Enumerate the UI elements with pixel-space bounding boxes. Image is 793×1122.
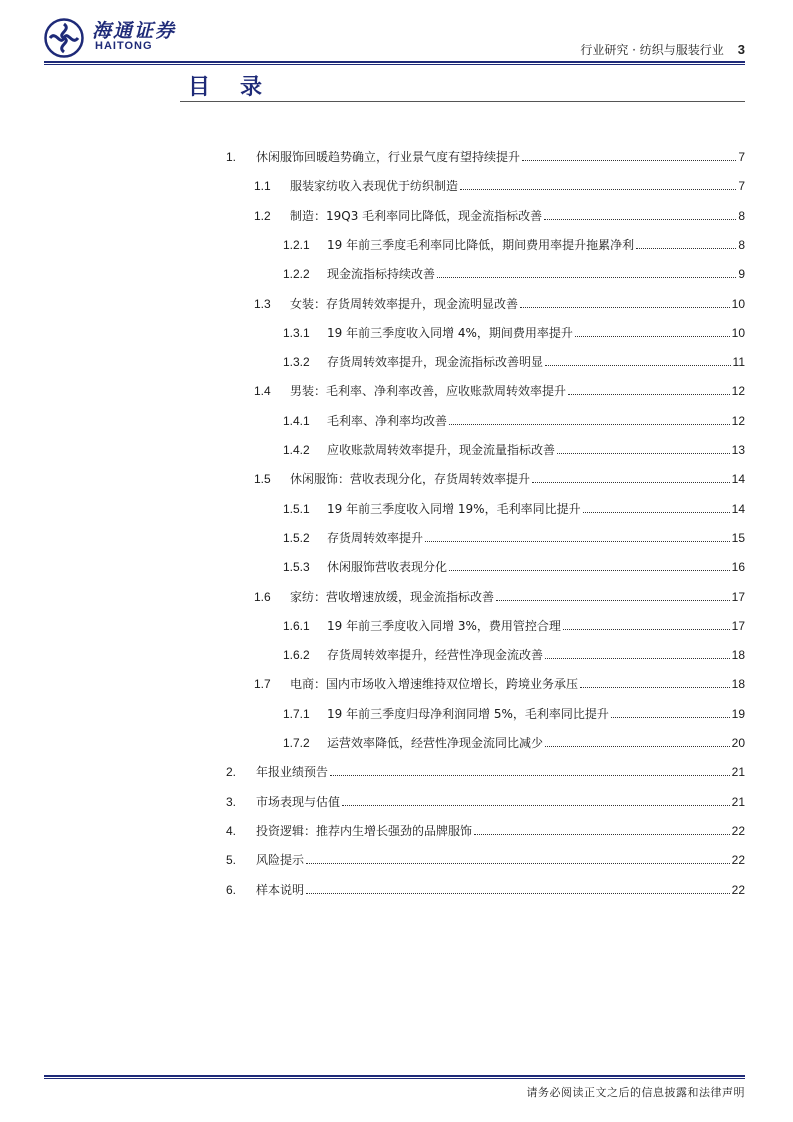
toc-entry[interactable] xyxy=(226,819,745,839)
toc-entry[interactable] xyxy=(254,204,745,224)
toc-entry-number: 1. xyxy=(226,150,237,164)
toc-entry[interactable] xyxy=(226,760,745,780)
toc-entry-page: 16 xyxy=(731,560,745,575)
toc-entry-text: 家纺：营收增速放缓，现金流指标改善 xyxy=(290,589,495,604)
toc-entry-page: 12 xyxy=(731,413,745,428)
toc-entry-number: 1.7.2 xyxy=(283,736,310,750)
toc-entry-page: 18 xyxy=(731,648,745,663)
toc-entry-number: 1.6.2 xyxy=(283,648,310,663)
toc-entry-page: 8 xyxy=(738,208,745,223)
toc-entry[interactable] xyxy=(283,262,745,282)
toc-entry[interactable] xyxy=(254,672,745,692)
toc-entry[interactable] xyxy=(226,848,745,868)
toc-entry-page: 22 xyxy=(731,823,745,838)
toc-entry-leader xyxy=(449,570,730,571)
haitong-logo-icon xyxy=(44,18,84,58)
toc-entry-leader xyxy=(342,805,730,806)
toc-title: 目录 xyxy=(188,74,293,100)
toc-entry-page: 7 xyxy=(738,179,745,194)
toc-entry-leader xyxy=(636,248,736,249)
toc-entry[interactable] xyxy=(283,350,745,370)
toc-entry[interactable] xyxy=(283,526,745,546)
toc-entry-text: 制造：19Q3 毛利率同比降低，现金流指标改善 xyxy=(290,208,543,223)
toc-entry-page: 11 xyxy=(732,355,745,370)
toc-entry-text: 19 年前三季度收入同增 3%，费用管控合理 xyxy=(327,618,561,633)
toc-entry-text: 19 年前三季度收入同增 4%，期间费用率提升 xyxy=(327,325,573,340)
toc-entry-leader xyxy=(545,746,730,747)
toc-entry-text: 女装：存货周转效率提升，现金流明显改善 xyxy=(290,296,519,311)
toc-entry-leader xyxy=(306,863,730,864)
toc-entry-leader xyxy=(557,453,730,454)
header-rule xyxy=(44,61,745,63)
toc-entry-number: 1.5.1 xyxy=(283,501,310,516)
toc-entry-page: 19 xyxy=(731,706,745,721)
toc-entry-text: 电商：国内市场收入增速维持双位增长，跨境业务承压 xyxy=(290,677,579,692)
logo-english-name: HAITONG xyxy=(95,40,153,52)
toc-entry-page: 14 xyxy=(731,472,745,487)
toc-entry-leader xyxy=(568,394,730,395)
toc-entry[interactable] xyxy=(283,438,745,458)
toc-entry-leader xyxy=(449,424,730,425)
toc-entry-text: 休闲服饰回暖趋势确立，行业景气度有望持续提升 xyxy=(256,150,521,164)
toc-entry-number: 1.5.3 xyxy=(283,560,310,575)
header-page-number: 3 xyxy=(737,42,745,57)
footer-rule xyxy=(44,1075,745,1077)
toc-entry-page: 13 xyxy=(731,443,745,457)
toc-entry-text: 19 年前三季度收入同增 19%，毛利率同比提升 xyxy=(327,501,581,516)
toc-entry-leader xyxy=(520,307,730,308)
header-section-label: 行业研究 · 纺织与服装行业 xyxy=(580,43,724,57)
toc-entry-page: 8 xyxy=(738,237,745,252)
toc-entry-leader xyxy=(532,482,730,483)
toc-entry[interactable] xyxy=(283,555,745,575)
toc-entry-leader xyxy=(330,775,730,776)
toc-entry-text: 风险提示 xyxy=(256,853,305,868)
toc-entry-number: 1.3.2 xyxy=(283,355,310,370)
toc-entry-leader xyxy=(306,893,730,894)
toc-entry[interactable] xyxy=(283,614,745,634)
toc-entry-leader xyxy=(580,687,730,688)
toc-entry-page: 20 xyxy=(731,736,745,750)
toc-entry[interactable] xyxy=(226,790,745,810)
toc-entry-page: 22 xyxy=(731,882,745,897)
toc-entry-page: 17 xyxy=(731,589,745,604)
toc-entry-page: 10 xyxy=(731,325,745,340)
toc-entry-page: 21 xyxy=(731,765,745,780)
toc-entry[interactable] xyxy=(226,145,745,165)
toc-entry[interactable] xyxy=(283,702,745,722)
toc-entry-page: 9 xyxy=(738,267,745,282)
toc-entry[interactable] xyxy=(283,321,745,341)
toc-entry-number: 1.3.1 xyxy=(283,325,310,340)
toc-entry[interactable] xyxy=(254,174,745,194)
toc-entry-number: 1.2 xyxy=(254,208,271,223)
toc-entry-number: 2. xyxy=(226,765,237,780)
toc-entry[interactable] xyxy=(254,292,745,312)
toc-entry-number: 1.7 xyxy=(254,677,271,692)
toc-title-rule xyxy=(180,101,745,102)
toc-entry-text: 休闲服饰：营收表现分化，存货周转效率提升 xyxy=(290,472,531,487)
toc-entry-text: 样本说明 xyxy=(256,882,305,897)
toc-entry[interactable] xyxy=(283,409,745,429)
toc-entry-number: 1.6.1 xyxy=(283,618,310,633)
toc-entry-text: 休闲服饰营收表现分化 xyxy=(327,560,448,575)
toc-entry-text: 男装：毛利率、净利率改善，应收账款周转效率提升 xyxy=(290,384,567,399)
toc-entry-text: 存货周转效率提升，现金流指标改善明显 xyxy=(327,355,544,370)
toc-entry-text: 应收账款周转效率提升，现金流量指标改善 xyxy=(327,443,556,457)
header-section-info xyxy=(580,41,745,58)
toc-entry-number: 1.1 xyxy=(254,179,271,194)
toc-entry-page: 21 xyxy=(731,794,745,809)
toc-entry-leader xyxy=(522,160,736,161)
toc-entry[interactable] xyxy=(226,878,745,898)
toc-entry[interactable] xyxy=(254,467,745,487)
toc-entry[interactable] xyxy=(283,731,745,751)
toc-entry-text: 现金流指标持续改善 xyxy=(327,267,436,282)
toc-entry-number: 1.4.2 xyxy=(283,443,310,457)
toc-entry-leader xyxy=(545,365,731,366)
toc-entry-leader xyxy=(460,189,736,190)
toc-entry-text: 年报业绩预告 xyxy=(256,765,329,780)
toc-entry[interactable] xyxy=(283,497,745,517)
toc-entry[interactable] xyxy=(283,643,745,663)
toc-entry-text: 市场表现与估值 xyxy=(256,794,341,809)
toc-entry-text: 运营效率降低，经营性净现金流同比减少 xyxy=(327,736,544,750)
toc-entry[interactable] xyxy=(254,585,745,605)
toc-entry-page: 18 xyxy=(731,677,745,692)
toc-entry-leader xyxy=(575,336,730,337)
toc-entry-page: 17 xyxy=(731,618,745,633)
toc-entry-leader xyxy=(437,277,736,278)
toc-entry-page: 7 xyxy=(738,150,745,164)
toc-entry-leader xyxy=(611,717,730,718)
toc-entry-number: 1.2.1 xyxy=(283,237,310,252)
toc-entry-text: 存货周转效率提升，经营性净现金流改善 xyxy=(327,648,544,663)
toc-entry-page: 22 xyxy=(731,853,745,868)
logo-chinese-name: 海通证券 xyxy=(92,20,177,42)
toc-entry[interactable] xyxy=(283,233,745,253)
toc-entry-page: 15 xyxy=(731,530,745,545)
toc-entry-page: 12 xyxy=(731,384,745,399)
toc-entry-leader xyxy=(583,512,730,513)
toc-entry-number: 1.5.2 xyxy=(283,530,310,545)
toc-entry-number: 5. xyxy=(226,853,237,868)
toc-entry-page: 10 xyxy=(731,296,745,311)
toc-entry-text: 投资逻辑：推荐内生增长强劲的品牌服饰 xyxy=(256,823,473,838)
toc-entry-leader xyxy=(496,600,730,601)
toc-entry-leader xyxy=(474,834,730,835)
toc-entry-text: 毛利率、净利率均改善 xyxy=(327,413,448,428)
footer-rule-thin xyxy=(44,1078,745,1079)
toc-entry-number: 1.4 xyxy=(254,384,271,399)
toc-entry[interactable] xyxy=(254,379,745,399)
toc-entry-number: 4. xyxy=(226,823,237,838)
toc-entry-number: 1.7.1 xyxy=(283,706,310,721)
toc-entry-text: 19 年前三季度毛利率同比降低，期间费用率提升拖累净利 xyxy=(327,237,635,252)
toc-entry-number: 1.3 xyxy=(254,296,271,311)
toc-entry-page: 14 xyxy=(731,501,745,516)
toc-entry-number: 6. xyxy=(226,882,237,897)
toc-entry-text: 19 年前三季度归母净利润同增 5%，毛利率同比提升 xyxy=(327,706,609,721)
toc-entry-leader xyxy=(545,658,730,659)
toc-entry-leader xyxy=(563,629,730,630)
toc-entry-text: 服装家纺收入表现优于纺织制造 xyxy=(290,179,459,194)
toc-entry-number: 1.4.1 xyxy=(283,413,310,428)
toc-entry-text: 存货周转效率提升 xyxy=(327,530,424,545)
toc-entry-leader xyxy=(425,541,730,542)
toc-entry-number: 1.2.2 xyxy=(283,267,310,282)
toc-entry-number: 3. xyxy=(226,794,237,809)
toc-entry-leader xyxy=(544,219,736,220)
toc-entry-number: 1.6 xyxy=(254,589,271,604)
footer-disclaimer: 请务必阅读正文之后的信息披露和法律声明 xyxy=(526,1086,745,1099)
header-rule-thin xyxy=(44,64,745,65)
toc-entry-number: 1.5 xyxy=(254,472,271,487)
